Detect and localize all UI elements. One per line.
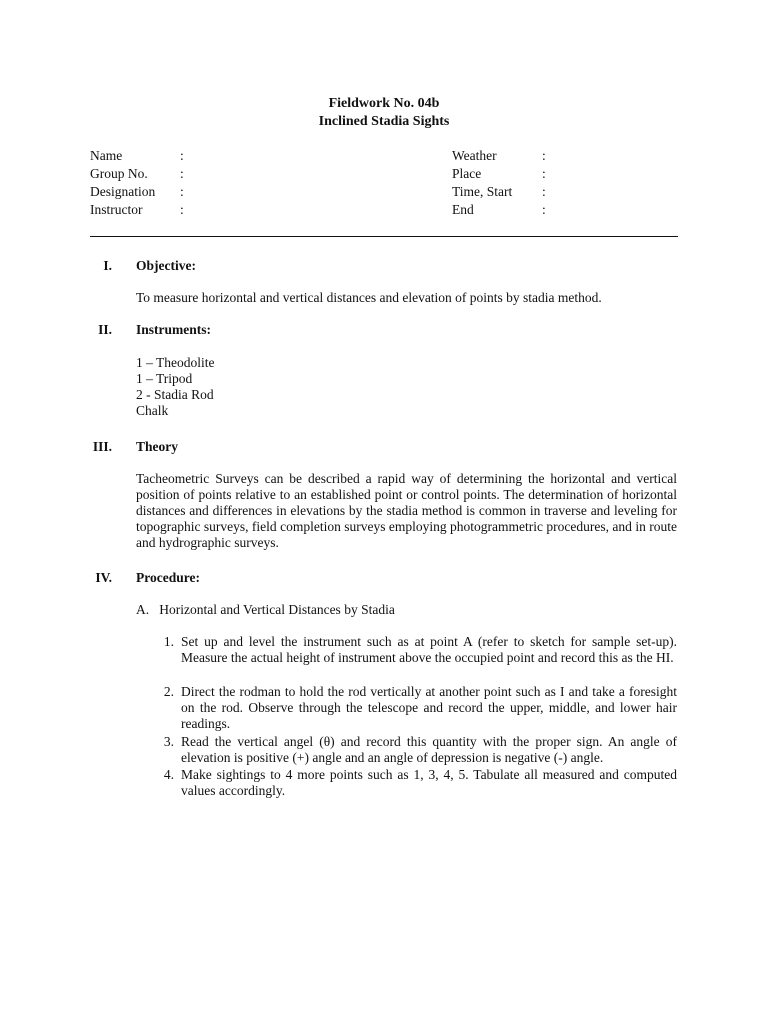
info-colon: : xyxy=(542,148,546,163)
step-number: 2. xyxy=(163,684,174,699)
section-heading-procedure: Procedure: xyxy=(136,570,200,585)
section-numeral: I. xyxy=(103,258,112,273)
section-numeral: IV. xyxy=(95,570,112,585)
instrument-list xyxy=(136,355,677,419)
theory-paragraph: Tacheometric Surveys can be described a rapid way of determining the horizontal and vertical position of points relative to an established point or control points. The determination of horizontal distances and differences in elevations by the stadia method is common in traverse and leveling for topographic surveys, field completion surveys employing photogrammetric procedures, and in route and hydrographic surveys. xyxy=(136,471,677,550)
info-row-weather xyxy=(452,148,692,166)
info-label: Weather xyxy=(452,148,497,163)
step-number: 4. xyxy=(163,767,174,782)
info-row-name xyxy=(90,148,330,166)
section-numeral: II. xyxy=(98,322,112,337)
info-colon: : xyxy=(180,148,184,163)
info-row-place xyxy=(452,166,692,184)
section-heading-theory: Theory xyxy=(136,439,178,454)
info-label: Instructor xyxy=(90,202,143,217)
step-text: Read the vertical angel (θ) and record this quantity with the proper sign. An angle of elevation is positive (+) angle and an angle of depression is negative (-) angle. xyxy=(181,734,677,765)
step-number: 1. xyxy=(163,634,174,649)
list-item: 1 – Theodolite xyxy=(136,355,215,370)
info-label: Name xyxy=(90,148,123,163)
page-subtitle: Inclined Stadia Sights xyxy=(318,114,450,129)
info-label: Group No. xyxy=(90,166,148,181)
info-colon: : xyxy=(180,166,184,181)
list-item: Chalk xyxy=(136,403,169,418)
info-row-end xyxy=(452,202,692,220)
info-colon: : xyxy=(542,166,546,181)
info-label: Place xyxy=(452,166,482,181)
step-text: Direct the rodman to hold the rod vertically at another point such as I and take a foresight on the rod. Observe through the telescope and record the upper, middle, and lower hair readings. xyxy=(181,684,677,731)
objective-text: To measure horizontal and vertical distances and elevation of points by stadia method. xyxy=(136,290,602,305)
info-row-group xyxy=(90,166,330,184)
step-text: Set up and level the instrument such as at point A (refer to sketch for sample set-up). Measure the actual height of instrument above the occupied point and record this as the HI. xyxy=(181,634,677,665)
list-item: 1 – Tripod xyxy=(136,371,193,386)
info-colon: : xyxy=(542,202,546,217)
horizontal-divider xyxy=(90,236,678,237)
step-text: Make sightings to 4 more points such as 1, 3, 4, 5. Tabulate all measured and computed values accordingly. xyxy=(181,767,677,798)
info-label: Designation xyxy=(90,184,156,199)
info-row-designation xyxy=(90,184,330,202)
info-block-left xyxy=(90,148,330,220)
info-colon: : xyxy=(180,202,184,217)
info-colon: : xyxy=(180,184,184,199)
page-title: Fieldwork No. 04b xyxy=(328,96,440,111)
procedure-subheading: A. Horizontal and Vertical Distances by Stadia xyxy=(136,602,395,617)
info-label: Time, Start xyxy=(452,184,513,199)
info-label: End xyxy=(452,202,474,217)
info-colon: : xyxy=(542,184,546,199)
step-number: 3. xyxy=(163,734,174,749)
list-item: 2 - Stadia Rod xyxy=(136,387,214,402)
section-heading-objective: Objective: xyxy=(136,258,196,273)
info-row-time-start xyxy=(452,184,692,202)
info-row-instructor xyxy=(90,202,330,220)
info-block-right xyxy=(452,148,692,220)
section-numeral: III. xyxy=(92,439,112,454)
section-heading-instruments: Instruments: xyxy=(136,322,212,337)
